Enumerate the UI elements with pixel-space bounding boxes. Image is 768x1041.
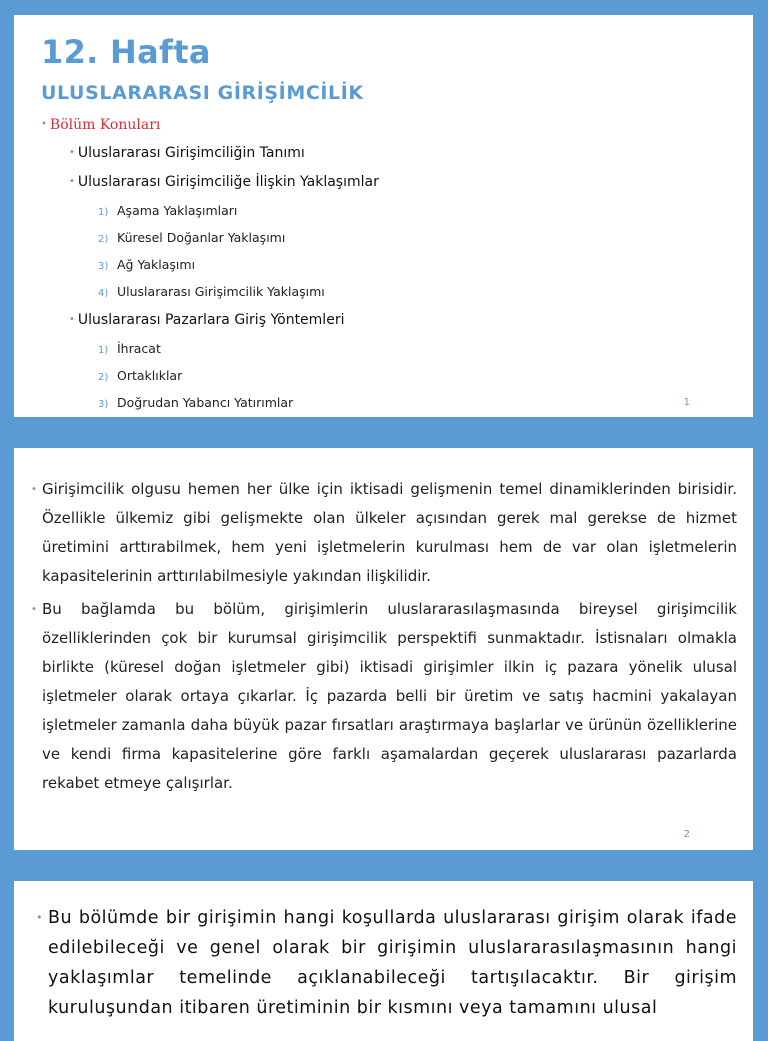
list-number: 1) (98, 345, 109, 356)
bullet-icon: • (31, 484, 37, 495)
paragraph-text: Bu bağlamda bu bölüm, girişimlerin uluslararasılaşmasında bireysel girişimcilik özelliklerinden çok bir kurumsal girişimcilik perspektifi sunmaktadır. İstisnaları olmakla birlikte (küresel doğan işletmeler gibi) iktisadi girişimler ilkin iç pazara yönelik ulusal işletmeler olarak ortaya çıkarlar. İç pazarda belli bir üretim ve satış hacmini yakalayan işletmeler zamanla daha büyük pazar fırsatları araştırmaya başlarlar ve ürünün özelliklerine ve kendi firma kapasitelerine göre farklı aşamalardan geçerek uluslararası pazarlarda rekabet etmeye çalışırlar. (42, 600, 737, 792)
slide-subtitle: ULUSLARARASI GİRİŞİMCİLİK (41, 82, 364, 104)
list-number: 3) (98, 261, 109, 272)
bullet-icon: • (69, 176, 75, 187)
list-item (98, 395, 293, 410)
bullet-icon: • (41, 119, 47, 130)
slide-2 (14, 448, 753, 850)
bullet-icon: • (69, 314, 75, 325)
list-label: Uluslararası Girişimcilik Yaklaşımı (117, 284, 325, 299)
bullet-icon: • (69, 147, 75, 158)
list-label: Aşama Yaklaşımları (117, 203, 238, 218)
section-heading (41, 117, 160, 133)
list-number: 1) (98, 207, 109, 218)
slide-1 (14, 15, 753, 417)
topic-label: Uluslararası Girişimciliğin Tanımı (77, 145, 305, 161)
section-label: Bölüm Konuları (49, 117, 161, 133)
list-label: Ortaklıklar (117, 368, 183, 383)
list-item (98, 368, 182, 383)
list-label: Ağ Yaklaşımı (117, 257, 196, 272)
list-item (98, 203, 237, 218)
list-item (98, 341, 161, 356)
slide-3 (14, 881, 753, 1041)
list-label: Doğrudan Yabancı Yatırımlar (117, 395, 294, 410)
page-number: 1 (683, 397, 690, 408)
list-number: 4) (98, 288, 109, 299)
paragraph (31, 475, 737, 591)
list-number: 3) (98, 399, 109, 410)
bullet-icon: • (31, 604, 37, 615)
page-number: 2 (683, 829, 690, 840)
list-number: 2) (98, 234, 109, 245)
topic-item (69, 174, 379, 190)
paragraph (36, 903, 737, 1023)
topic-item (69, 312, 344, 328)
list-item (98, 284, 325, 299)
topic-label: Uluslararası Pazarlara Giriş Yöntemleri (77, 312, 345, 328)
list-label: Küresel Doğanlar Yaklaşımı (117, 230, 286, 245)
list-item (98, 257, 195, 272)
paragraph (31, 595, 737, 798)
list-item (98, 230, 285, 245)
paragraph-text: Girişimcilik olgusu hemen her ülke için iktisadi gelişmenin temel dinamiklerinden birisidir. Özellikle ülkemiz gibi gelişmekte olan ülkeler açısından gerek mal gerekse de hizmet üretimini arttırabilmek, hem yeni işletmelerin kurulması hem de var olan işletmelerin kapasitelerinin arttırılabilmesiyle yakından ilişkilidir. (42, 480, 737, 585)
topic-label: Uluslararası Girişimciliğe İlişkin Yaklaşımlar (77, 174, 379, 190)
slide-title: 12. Hafta (41, 33, 211, 71)
list-number: 2) (98, 372, 109, 383)
bullet-icon: • (36, 911, 43, 924)
topic-item (69, 145, 305, 161)
list-label: İhracat (117, 341, 161, 356)
paragraph-text: Bu bölümde bir girişimin hangi koşullarda uluslararası girişim olarak ifade edilebileceği ve genel olarak bir girişimin uluslararasılaşmasının hangi yaklaşımlar temelinde açıklanabileceği tartışılacaktır. Bir girişim kuruluşundan itibaren üretiminin bir kısmını veya tamamını ulusal (48, 908, 737, 1018)
